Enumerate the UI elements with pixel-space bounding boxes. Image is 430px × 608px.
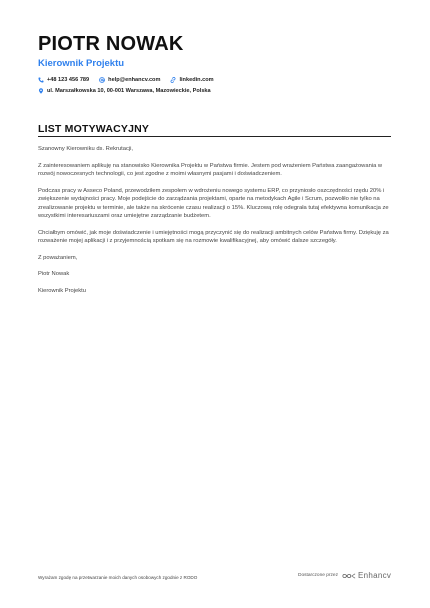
- section-title: LIST MOTYWACYJNY: [38, 123, 150, 135]
- signature-role: Kierownik Projektu: [38, 287, 87, 294]
- link-text[interactable]: linkedin.com: [179, 77, 214, 83]
- applicant-name: PIOTR NOWAK: [38, 33, 184, 55]
- phone-icon: [38, 77, 44, 83]
- at-icon: [99, 77, 105, 83]
- contact-row: [38, 77, 224, 83]
- section-divider: [38, 136, 391, 137]
- brand-name: Enhancv: [358, 571, 392, 580]
- letter-body: [38, 145, 391, 303]
- address-row: [38, 88, 221, 94]
- gdpr-consent: Wyrażam zgodę na przetwarzanie moich danych osobowych zgodnie z RODO: [38, 575, 198, 580]
- powered-by: [298, 571, 391, 580]
- address-item: [38, 88, 211, 94]
- letter-greeting: Szanowny Kierowniku ds. Rekrutacji,: [38, 146, 134, 152]
- enhancv-logo-icon: [342, 572, 356, 580]
- brand-logo[interactable]: [342, 571, 391, 580]
- letter-closing: Z poważaniem,: [38, 254, 78, 261]
- powered-by-label: Dostarczone przez: [298, 573, 338, 578]
- email-item[interactable]: [99, 77, 160, 83]
- phone-number: +48 123 456 789: [47, 77, 90, 83]
- signature-name: Piotr Nowak: [38, 271, 70, 277]
- email-address[interactable]: help@enhancv.com: [108, 77, 161, 83]
- letter-paragraph-1: Z zainteresowaniem aplikuję na stanowisko Kierownika Projektu w Państwa firmie. Jestem pod wrażeniem Państwa zaangażowania w rozwój nowoczesnych technologii, co jest zgodne z moimi własnymi pasjami i doświadczeniem.: [38, 162, 383, 177]
- link-icon: [170, 77, 176, 83]
- location-pin-icon: [38, 88, 44, 94]
- applicant-role: Kierownik Projektu: [38, 58, 125, 69]
- letter-paragraph-3: Chciałbym omówić, jak moje doświadczenie i umiejętności mogą przyczynić się do realizacji ambitnych celów Państwa firmy. Dziękuję za rozważenie mojej aplikacji i z przyjemnością spotkam się na rozmowie kwalifikacyjnej, aby omówić dalsze szczegóły.: [38, 229, 389, 244]
- letter-paragraph-2: Podczas pracy w Asseco Poland, przewodziłem zespołem w wdrożeniu nowego systemu ERP, co przyniosło oszczędności rzędu 20% i zwiększenie wydajności pracy. Moje podejście do zarządzania projektami, oparte na metodykach Agile i Scrum, pozwoliło nie tylko na zrealizowanie projektu w terminie, ale także na skrócenie czasu realizacji o 15%. Kluczową rolę odegrała tutaj efektywna komunikacja ze wszystkimi interesariuszami oraz umiejętne zarządzanie budżetem.: [38, 187, 389, 219]
- address-text: ul. Marszałkowska 10, 00-001 Warszawa, Mazowieckie, Polska: [47, 88, 211, 94]
- phone-item: [38, 77, 89, 83]
- link-item[interactable]: [170, 77, 213, 83]
